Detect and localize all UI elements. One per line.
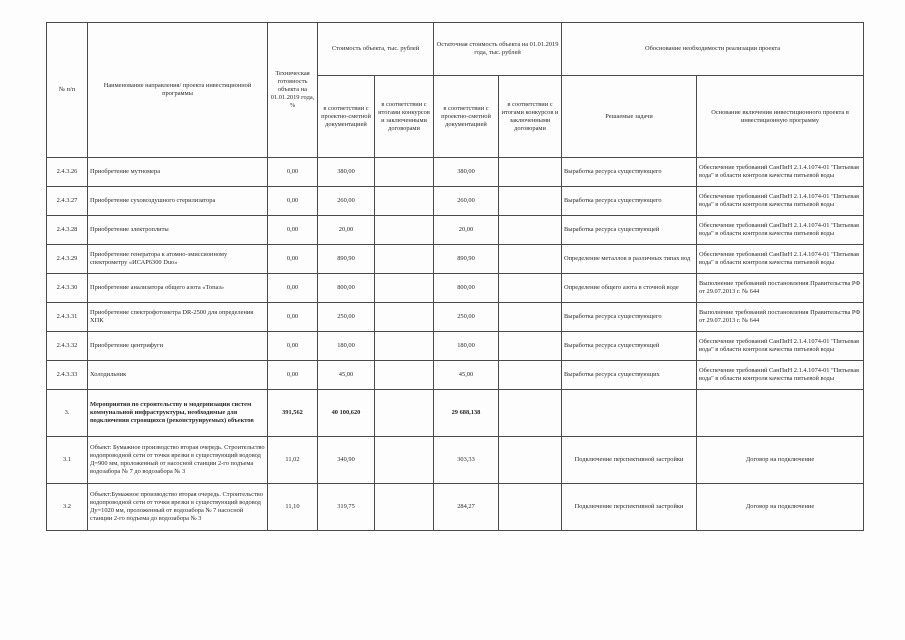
row-task: Выработка ресурса существующего [562, 158, 697, 187]
row-basis: Обеспечение требований СанПиН 2.1.4.1074-01 "Питьевая вода" в области контроля качества питьевой воды [697, 187, 864, 216]
row-cost-contract [375, 216, 434, 245]
table-row [47, 303, 864, 332]
header-tasks: Решаемые задачи [562, 76, 697, 158]
row-cost: 45,00 [318, 361, 375, 390]
row-cost-contract [375, 303, 434, 332]
section-residual-contract [499, 390, 562, 437]
row-residual: 180,00 [434, 332, 499, 361]
row-num: 2.4.3.32 [47, 332, 88, 361]
row-readiness: 0,00 [268, 332, 318, 361]
row-readiness: 0,00 [268, 245, 318, 274]
row-residual: 380,00 [434, 158, 499, 187]
row-num: 2.4.3.33 [47, 361, 88, 390]
row-residual: 800,00 [434, 274, 499, 303]
investment-program-table [46, 22, 864, 531]
row-residual: 284,27 [434, 484, 499, 531]
row-num: 2.4.3.28 [47, 216, 88, 245]
row-readiness: 0,00 [268, 274, 318, 303]
header-justification-group: Обоснование необходимости реализации проекта [562, 23, 864, 76]
row-task: Выработка ресурса существующих [562, 361, 697, 390]
row-cost: 319,75 [318, 484, 375, 531]
row-task: Определение общего азота в сточной воде [562, 274, 697, 303]
row-cost-contract [375, 158, 434, 187]
table-row [47, 332, 864, 361]
row-num: 2.4.3.29 [47, 245, 88, 274]
row-num: 3.2 [47, 484, 88, 531]
row-name: Приобретение генератора к атомно-эмиссионному спектрометру «ИСАР6300 Duo» [88, 245, 268, 274]
header-per-design: в соответствии с проектно-сметной документацией [318, 76, 375, 158]
section-cost: 40 100,620 [318, 390, 375, 437]
row-basis: Выполнение требований постановления Правительства РФ от 29.07.2013 г. № 644 [697, 303, 864, 332]
row-cost: 800,00 [318, 274, 375, 303]
table-row [47, 158, 864, 187]
row-readiness: 0,00 [268, 216, 318, 245]
section-residual: 29 688,138 [434, 390, 499, 437]
row-cost-contract [375, 437, 434, 484]
row-name: Объект: Бумажное производство вторая очередь. Строительство водопроводной сети от точки врезки в существующий водовод Д=900 мм, проложенный от насосной станции 2-го подъема водозабора № 7 до водозабора № 3 [88, 437, 268, 484]
header-readiness: Техническая готовность объекта на 01.01.2019 года, % [268, 23, 318, 158]
row-cost-contract [375, 484, 434, 531]
row-residual-contract [499, 216, 562, 245]
row-readiness: 11,10 [268, 484, 318, 531]
row-task: Выработка ресурса существующей [562, 216, 697, 245]
section-readiness: 391,562 [268, 390, 318, 437]
header-name: Наименование направления/ проекта инвестиционной программы [88, 23, 268, 158]
row-name: Приобретение анализатора общего азота «Топаз» [88, 274, 268, 303]
section-num: 3. [47, 390, 88, 437]
row-name: Объект:Бумажное производство вторая очередь. Строительство водопроводной сети от точки врезки в существующий водовод Ду=1020 мм, проложенный от водозабора № 7 насосной станции 2-го подъема до водозабора № 3 [88, 484, 268, 531]
row-task: Выработка ресурса существующего [562, 187, 697, 216]
row-task: Выработка ресурса существующей [562, 332, 697, 361]
row-cost-contract [375, 187, 434, 216]
row-task: Подключение перспективной застройки [562, 437, 697, 484]
row-residual-contract [499, 437, 562, 484]
row-residual-contract [499, 332, 562, 361]
row-readiness: 0,00 [268, 187, 318, 216]
row-cost-contract [375, 361, 434, 390]
row-cost: 380,00 [318, 158, 375, 187]
section-name: Мероприятия по строительству и модернизации систем коммунальной инфраструктуры, необходимые для подключения строящихся (реконструируемых) объектов [88, 390, 268, 437]
row-num: 2.4.3.27 [47, 187, 88, 216]
row-basis: Обеспечение требований СанПиН 2.1.4.1074-01 "Питьевая вода" в области контроля качества питьевой воды [697, 332, 864, 361]
row-name: Приобретение мутномера [88, 158, 268, 187]
row-cost-contract [375, 274, 434, 303]
row-residual-contract [499, 158, 562, 187]
row-task: Подключение перспективной застройки [562, 484, 697, 531]
header-cost-group: Стоимость объекта, тыс. рублей [318, 23, 434, 76]
table-row [47, 437, 864, 484]
header-per-contracts-residual: в соответствии с итогами конкурсов и заключенными договорами [499, 76, 562, 158]
header-per-contracts: в соответствии с итогами конкурсов и заключенными договорами [375, 76, 434, 158]
row-task: Определение металлов в различных типах вод [562, 245, 697, 274]
row-readiness: 11,02 [268, 437, 318, 484]
row-readiness: 0,00 [268, 303, 318, 332]
row-basis: Договор на подключение [697, 437, 864, 484]
row-basis: Выполнение требований постановления Правительства РФ от 29.07.2013 г. № 644 [697, 274, 864, 303]
row-cost: 340,90 [318, 437, 375, 484]
row-cost: 180,00 [318, 332, 375, 361]
row-residual: 260,00 [434, 187, 499, 216]
table-row [47, 187, 864, 216]
row-basis: Обеспечение требований СанПиН 2.1.4.1074-01 "Питьевая вода" в области контроля качества питьевой воды [697, 216, 864, 245]
section-cost-contract [375, 390, 434, 437]
table-row [47, 361, 864, 390]
row-basis: Обеспечение требований СанПиН 2.1.4.1074-01 "Питьевая вода" в области контроля качества питьевой воды [697, 158, 864, 187]
table-row [47, 274, 864, 303]
row-basis: Договор на подключение [697, 484, 864, 531]
row-cost: 260,00 [318, 187, 375, 216]
section-row [47, 390, 864, 437]
row-cost-contract [375, 332, 434, 361]
row-residual-contract [499, 484, 562, 531]
row-residual-contract [499, 274, 562, 303]
row-num: 2.4.3.30 [47, 274, 88, 303]
row-residual: 303,33 [434, 437, 499, 484]
row-name: Холодильник [88, 361, 268, 390]
row-residual: 890,90 [434, 245, 499, 274]
row-num: 2.4.3.31 [47, 303, 88, 332]
header-per-design-residual: в соответствии с проектно-сметной документацией [434, 76, 499, 158]
header-basis: Основание включения инвестиционного проекта в инвестиционную программу [697, 76, 864, 158]
row-cost: 20,00 [318, 216, 375, 245]
row-readiness: 0,00 [268, 361, 318, 390]
row-residual-contract [499, 303, 562, 332]
row-basis: Обеспечение требований СанПиН 2.1.4.1074-01 "Питьевая вода" в области контроля качества питьевой воды [697, 245, 864, 274]
row-residual-contract [499, 245, 562, 274]
row-name: Приобретение электроплиты [88, 216, 268, 245]
row-name: Приобретение спектрофотометра DR-2500 для определения ХПК [88, 303, 268, 332]
header-num: № п/п [47, 23, 88, 158]
table-row [47, 216, 864, 245]
table-row [47, 245, 864, 274]
row-task: Выработка ресурса существующего [562, 303, 697, 332]
row-residual-contract [499, 361, 562, 390]
row-residual: 45,00 [434, 361, 499, 390]
row-num: 3.1 [47, 437, 88, 484]
row-num: 2.4.3.26 [47, 158, 88, 187]
row-readiness: 0,00 [268, 158, 318, 187]
row-cost: 250,00 [318, 303, 375, 332]
section-task [562, 390, 697, 437]
row-name: Приобретение центрифуги [88, 332, 268, 361]
table-row [47, 484, 864, 531]
row-basis: Обеспечение требований СанПиН 2.1.4.1074-01 "Питьевая вода" в области контроля качества питьевой воды [697, 361, 864, 390]
row-cost: 890,90 [318, 245, 375, 274]
row-residual: 20,00 [434, 216, 499, 245]
header-residual-group: Остаточная стоимость объекта на 01.01.2019 года, тыс. рублей [434, 23, 562, 76]
row-residual-contract [499, 187, 562, 216]
section-basis [697, 390, 864, 437]
row-residual: 250,00 [434, 303, 499, 332]
row-name: Приобретение суховоздушного стерилизатора [88, 187, 268, 216]
row-cost-contract [375, 245, 434, 274]
